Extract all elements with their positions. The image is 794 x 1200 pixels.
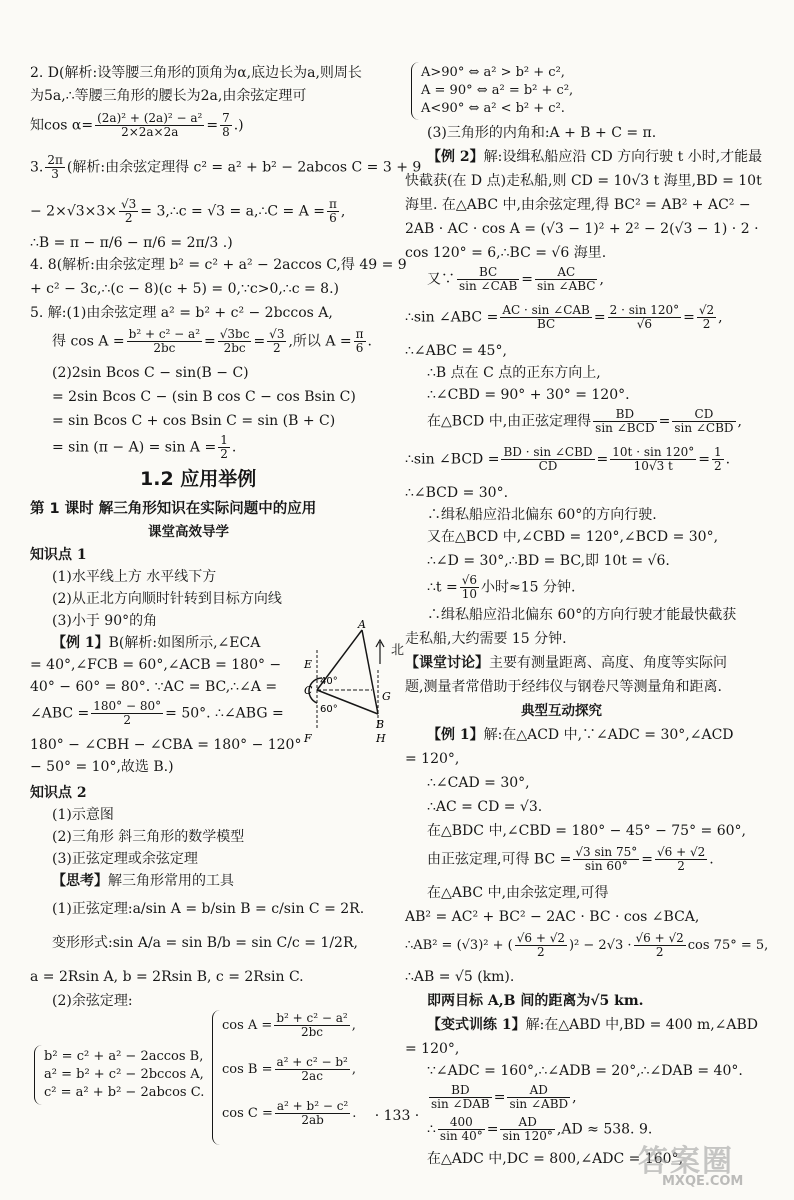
ex1-frac-den: 2 xyxy=(123,713,132,727)
ex1b-frac9a xyxy=(515,932,567,959)
q3-frac2-num: π xyxy=(329,197,337,211)
ex1b-line11: 即两目标 A,B 间的距离为√5 km. xyxy=(427,993,644,1009)
ex2-frac12c xyxy=(712,446,724,473)
q3-frac2-den: 6 xyxy=(329,211,337,225)
q3-frac2 xyxy=(327,198,339,225)
q2-end: .) xyxy=(233,117,244,134)
q5-end2: . xyxy=(231,439,237,456)
q5-end: . xyxy=(367,333,372,350)
q4-line2: + c² − 3c,∴(c − 8)(c + 5) = 0,∵c>0,∴c = 8.) xyxy=(30,281,339,297)
cases-brace xyxy=(411,62,420,120)
ex1b-frac6a-num: √3 sin 75° xyxy=(575,845,638,859)
ex1-frac-num: 180° − 80° xyxy=(93,699,162,713)
ex2-comma11: , xyxy=(737,413,742,430)
q3-frac-den: 2 xyxy=(124,211,133,225)
q3-line1 xyxy=(30,154,421,181)
kp2-item2: (2)三角形 斜三角形的数学模型 xyxy=(52,829,245,845)
cosC-label: cos C = xyxy=(222,1106,273,1121)
var1-line1 xyxy=(405,1016,758,1034)
kp1-title: 知识点 1 xyxy=(30,547,87,563)
q3-line3: ∴B = π − π/6 − π/6 = 2π/3 .) xyxy=(30,235,233,251)
q3-answer-num: 2π xyxy=(47,153,63,167)
lesson-title: 第 1 课时 解三角形知识在实际问题中的应用 xyxy=(30,501,317,517)
var1-text5: ,AD ≈ 538. 9. xyxy=(556,1121,653,1138)
cosC-num: a² + b² − c² xyxy=(276,1099,349,1113)
ex2-line3: 海里. 在△ABC 中,由余弦定理,得 BC² = AB² + AC² − xyxy=(405,197,751,213)
label-F: F xyxy=(304,732,312,745)
ex2-line18: ∴缉私船应沿北偏东 60°的方向行驶才能最快截获 xyxy=(427,607,737,623)
ex2-frac7a xyxy=(500,304,592,331)
ex2-line12: ∴sin ∠BCD = $\frac{\text{BD · sin ∠CBD}}{CD}$ = $\frac{10t \cdot \sin 120^\circ}{10√3 t}$ = $\frac{1}{2}$ . xyxy=(405,445,731,473)
brace-right xyxy=(212,1010,221,1145)
ex2-line6: 又∵ $\frac{BC}{\text{sin ∠CAB}}$ = $\frac{AC}{\text{sin ∠ABC}}$ , xyxy=(427,265,604,293)
ex2-line1 xyxy=(405,148,762,166)
watermark-logo xyxy=(632,1136,782,1194)
label-angle60: 60° xyxy=(320,704,338,715)
line-AB xyxy=(362,630,378,714)
variant-label: 变形形式: xyxy=(52,935,113,951)
ex2-text6: 又∵ xyxy=(427,271,455,288)
ex1-text: ∠ABC = xyxy=(30,705,90,722)
cosA-label: cos A = xyxy=(222,1018,273,1033)
q3-text2: − 2×√3×3× xyxy=(30,203,118,220)
q5-frac4 xyxy=(354,328,366,355)
q3-answer-den: 3 xyxy=(51,167,59,181)
kp2-title: 知识点 2 xyxy=(30,785,87,801)
cosB-label: cos B = xyxy=(222,1062,273,1077)
ex2-line10: ∴∠CBD = 90° + 30° = 120°. xyxy=(427,387,630,403)
q2-line1: 2. D(解析:设等腰三角形的顶角为α,底边长为a,则周长 xyxy=(30,65,362,81)
kp1-example1-line5: 180° − ∠CBH − ∠CBA = 180° − 120° xyxy=(30,737,302,753)
var1-text1: 解:在△ABD 中,BD = 400 m,∠ABD xyxy=(525,1017,759,1033)
sine-law-label: (1)正弦定理: xyxy=(52,901,133,917)
q2-line3 xyxy=(30,112,244,139)
ex2-text12: ∴sin ∠BCD = xyxy=(405,451,500,468)
cosB-den: 2ac xyxy=(301,1069,323,1083)
ex1b-period6: . xyxy=(709,851,714,868)
case-obtuse: A>90° ⇔ a² > b² + c², xyxy=(421,65,565,80)
ex2-frac6b xyxy=(535,266,597,293)
var1-line2: = 120°, xyxy=(405,1041,460,1057)
var1-therefore: ∴ xyxy=(427,1121,436,1138)
q5-line4: = 2sin Bcos C − (sin B cos C − cos Bsin C) xyxy=(52,389,356,405)
watermark-text: 答案圈 xyxy=(638,1144,734,1179)
ex2-frac17-num: √6 xyxy=(461,573,477,587)
ex1b-text9: ∴AB² = (√3)² + ( xyxy=(405,938,513,953)
kp1-example1-line1 xyxy=(30,634,260,652)
subsection-title: 课堂高效导学 xyxy=(148,524,229,540)
discussion-line1 xyxy=(405,654,727,672)
q2-frac-num: (2a)² + (2a)² − a² xyxy=(97,111,203,125)
ex2-frac12b-num: 10t · sin 120° xyxy=(612,445,695,459)
ex2-frac11b-den: sin ∠CBD xyxy=(674,421,734,435)
var1-tag: 【变式训练 1】 xyxy=(427,1017,526,1033)
kp1-example1-line4 xyxy=(30,700,284,727)
case-acute: A<90° ⇔ a² < b² + c². xyxy=(421,101,565,116)
ex2-frac11b xyxy=(672,408,735,435)
ex1b-line1 xyxy=(405,726,734,744)
ex2-frac12c-num: 1 xyxy=(714,445,722,459)
q5-frac2 xyxy=(218,328,252,355)
ex1b-frac6b-den: 2 xyxy=(677,859,685,873)
kp1-example1-line2: = 40°,∠FCB = 60°,∠ACB = 180° − xyxy=(30,657,282,673)
ex1b-text9b: )² − 2√3 · xyxy=(568,938,632,953)
q3-comma: , xyxy=(340,203,346,220)
q4-line1: 4. 8(解析:由余弦定理 b² = c² + a² − 2accos C,得 49 = 9 xyxy=(30,257,407,273)
ex2-comma7: , xyxy=(718,309,723,326)
ex2-frac7b xyxy=(608,304,682,331)
q3-frac-num: √3 xyxy=(121,197,137,211)
ex2-tag: 【例 2】 xyxy=(427,149,484,165)
cosB-num: a² + c² − b² xyxy=(276,1055,348,1069)
watermark-url: MXQE.COM xyxy=(662,1174,744,1189)
label-angle40: 40° xyxy=(320,676,338,687)
cosA-frac xyxy=(274,1012,349,1039)
ex2-frac11a-den: sin ∠BCD xyxy=(595,421,655,435)
ex2-line17 xyxy=(405,574,575,601)
q3-frac xyxy=(119,198,138,225)
kp2-think xyxy=(30,872,234,890)
ex2-frac6a-den: sin ∠CAB xyxy=(459,279,518,293)
q2-frac-den: 2×2a×2a xyxy=(121,125,179,139)
q5-text3: = sin (π − A) = sin A = xyxy=(52,439,217,456)
ex1b-frac9a-num: √6 + √2 xyxy=(516,931,565,945)
ex1-text2: = 50°. ∴∠ABG = xyxy=(165,705,284,722)
q2-eq: = xyxy=(206,117,219,134)
ex1b-line8: AB² = AC² + BC² − 2AC · BC · cos ∠BCA, xyxy=(405,909,700,925)
var1-frac5a-num: 400 xyxy=(438,1116,485,1130)
q5-line2 xyxy=(30,328,372,355)
kp1-example1-line6: − 50° = 10°,故选 B.) xyxy=(30,759,174,775)
label-A: A xyxy=(358,618,366,631)
ex2-frac7c-num: √2 xyxy=(698,303,715,317)
ex1b-line10: ∴AB = √5 (km). xyxy=(405,969,515,985)
q5-frac2-num: √3bc xyxy=(219,327,250,341)
ex2-line11: 在△BCD 中,由正弦定理得 $\frac{BD}{\text{sin ∠BCD}}$ = $\frac{CD}{\text{sin ∠CBD}}$ , xyxy=(427,407,742,435)
ex1b-frac6b xyxy=(655,846,707,873)
ex1b-line2: = 120°, xyxy=(405,751,460,767)
var1-line3: ∵∠ADC = 160°,∴∠ADB = 20°,∴∠DAB = 40°. xyxy=(427,1063,743,1079)
kp1-item1: (1)水平线上方 水平线下方 xyxy=(52,569,217,585)
ex2-frac7b-num: 2 · sin 120° xyxy=(609,303,680,317)
label-B: B xyxy=(376,718,385,731)
label-E: E xyxy=(304,658,313,671)
ex2-frac6a xyxy=(457,266,519,293)
q5-line1: 5. 解:(1)由余弦定理 a² = b² + c² − 2bccos A, xyxy=(30,305,333,321)
ex2-frac6a-num: BC xyxy=(457,266,519,280)
q2-text: 知cos α= xyxy=(30,117,94,134)
ex2-frac12a xyxy=(501,446,594,473)
ex2-line15: 又在△BCD 中,∠CBD = 120°,∠BCD = 30°, xyxy=(427,529,719,545)
ex1-frac xyxy=(91,700,163,727)
brace-left xyxy=(34,1045,43,1105)
var1-frac5a-den: sin 40° xyxy=(439,1129,483,1143)
example-text: B(解析:如图所示,∠ECA xyxy=(108,635,261,651)
ex2-line2: 快截获(在 D 点)走私船,则 CD = 10√3 t 海里,BD = 10t xyxy=(405,173,762,189)
var1-frac4b-num: AD xyxy=(507,1084,570,1098)
q2-frac2-num: 7 xyxy=(222,111,230,125)
q5-line3: (2)2sin Bcos C − sin(B − C) xyxy=(52,365,249,381)
ex2-frac6b-den: sin ∠ABC xyxy=(537,279,596,293)
var1-frac5b-den: sin 120° xyxy=(502,1129,553,1143)
var1-frac4a-num: BD xyxy=(429,1084,492,1098)
var1-frac5b-num: AD xyxy=(500,1116,554,1130)
ex2-period12: . xyxy=(725,451,731,468)
q5-line5: = sin Bcos C + cos Bsin C = sin (B + C) xyxy=(52,413,336,429)
case-right: A = 90° ⇔ a² = b² + c², xyxy=(421,83,574,98)
var1-line6: 在△ADC 中,DC = 800,∠ADC = 160°, xyxy=(427,1151,684,1167)
kp2-variant xyxy=(30,934,358,952)
q3-text1: (解析:由余弦定理得 c² = a² + b² − 2abcos C = 3 + 9 xyxy=(66,159,422,176)
ex2-line16: ∴∠D = 30°,∴BD = BC,即 10t = √6. xyxy=(427,553,670,569)
ex2-text7: ∴sin ∠ABC = xyxy=(405,309,499,326)
sine-law-formula: a/sin A = b/sin B = c/sin C = 2R. xyxy=(132,901,365,917)
q2-fraction xyxy=(95,112,204,139)
ex2-frac11a-num: BD xyxy=(593,408,656,422)
ex2-line9: ∴B 点在 C 点的正东方向上, xyxy=(427,365,601,381)
var1-line4: $\frac{BD}{\text{sin ∠DAB}}$ = $\frac{AD}{\text{sin ∠ABD}}$ , xyxy=(431,1083,577,1111)
angle-sum: (3)三角形的内角和:A + B + C = π. xyxy=(427,125,657,141)
q5-text2: ,所以 A = xyxy=(288,333,352,350)
ex1b-frac9b-num: √6 + √2 xyxy=(635,931,684,945)
cosine-law-2: a² = b² + c² − 2bccos A, xyxy=(44,1067,204,1082)
ex2-frac7c xyxy=(697,304,716,331)
cosB-frac xyxy=(275,1056,350,1083)
kp2-sine-law xyxy=(30,900,364,918)
kp1-item3: (3)小于 90°的角 xyxy=(52,613,158,629)
var1-frac4a xyxy=(429,1084,492,1111)
ex1b-text1: 解:在△ACD 中,∵∠ADC = 30°,∠ACD xyxy=(483,727,734,743)
ex2-frac17-den: 10 xyxy=(461,587,477,601)
kp2-item1: (1)示意图 xyxy=(52,807,114,823)
var1-frac4a-den: sin ∠DAB xyxy=(431,1097,490,1111)
label-C: C xyxy=(304,684,313,697)
q5-line6 xyxy=(30,434,236,461)
ex2-text1: 解:设缉私船应沿 CD 方向行驶 t 小时,才能最 xyxy=(483,149,763,165)
ex1b-frac6a-den: sin 60° xyxy=(584,859,628,873)
ex2-line19: 走私船,大约需要 15 分钟. xyxy=(405,631,567,647)
label-north: 北 xyxy=(391,643,405,658)
q2-frac2-den: 8 xyxy=(222,125,230,139)
cosine-law-3: c² = a² + b² − 2abcos C. xyxy=(44,1085,205,1100)
ex1b-frac6a xyxy=(573,846,639,873)
label-G: G xyxy=(382,690,391,703)
var1-comma4: , xyxy=(572,1089,577,1106)
ex2-frac7c-den: 2 xyxy=(702,317,711,331)
ex2-text11: 在△BCD 中,由正弦定理得 xyxy=(427,413,592,430)
q5-text: 得 cos A = xyxy=(52,333,125,350)
q5-frac5-num: 1 xyxy=(220,433,228,447)
q5-eq2: = xyxy=(253,333,266,350)
cosA-den: 2bc xyxy=(300,1025,324,1039)
ex2-frac7b-den: √6 xyxy=(636,317,653,331)
cosC-formula: cos C = $\frac{\text{a² + b² − c²}}{2ab}$ . xyxy=(222,1099,357,1127)
kp2-variant2: a = 2Rsin A, b = 2Rsin B, c = 2Rsin C. xyxy=(30,969,304,985)
ex2-line14: ∴缉私船应沿北偏东 60°的方向行驶. xyxy=(427,507,657,523)
ex2-frac12c-den: 2 xyxy=(714,459,722,473)
q5-frac1-den: 2bc xyxy=(153,341,176,355)
ex1b-line5: 在△BDC 中,∠CBD = 180° − 45° − 75° = 60°, xyxy=(427,823,746,839)
ex2-line4: 2AB · AC · cos A = (√3 − 1)² + 2² − 2(√3 − 1) · 2 · xyxy=(405,221,759,237)
ex1b-text9c: cos 75° = 5, xyxy=(687,938,769,953)
page-number: · 133 · xyxy=(374,1108,420,1124)
navigation-diagram xyxy=(272,618,391,750)
think-tag: 【思考】 xyxy=(52,873,108,889)
cosA-num: b² + c² − a² xyxy=(276,1011,348,1025)
q5-frac3-num: √3 xyxy=(269,327,285,341)
ex2-line13: ∴∠BCD = 30°. xyxy=(405,485,509,501)
q5-frac1 xyxy=(127,328,202,355)
q5-frac4-den: 6 xyxy=(355,341,364,355)
kp1-example1-line3: 40° − 60° = 80°. ∵AC = BC,∴∠A = xyxy=(30,679,278,695)
ex1b-frac9b xyxy=(634,932,686,959)
q2-fraction2 xyxy=(220,112,232,139)
ex1b-text6: 由正弦定理,可得 BC = xyxy=(427,851,572,868)
ex1b-line7: 在△ABC 中,由余弦定理,可得 xyxy=(427,885,609,901)
kp1-item2: (2)从正北方向顺时针转到目标方向线 xyxy=(52,591,282,607)
ex1b-frac9b-den: 2 xyxy=(655,945,664,959)
label-H: H xyxy=(376,732,386,745)
cosA-formula: cos A = $\frac{\text{b² + c² − a²}}{2bc}$ , xyxy=(222,1011,356,1039)
q3-text3: = 3,∴c = √3 = a,∴C = A = xyxy=(140,203,326,220)
ex2-frac17 xyxy=(460,574,479,601)
think-text: 解三角形常用的工具 xyxy=(108,873,234,889)
ex1b-line3: ∴∠CAD = 30°, xyxy=(427,775,530,791)
ex2-line7: ∴sin ∠ABC = $\frac{\text{AC · sin ∠CAB}}{BC}$ = $\frac{2 \cdot \sin 120^\circ}{√6}$ = $\frac{√2}{2}$ , xyxy=(405,303,723,331)
ex2-frac11b-num: CD xyxy=(672,408,735,422)
q5-frac3 xyxy=(267,328,286,355)
example-tag: 【例 1】 xyxy=(52,635,109,651)
ex2-frac7a-den: BC xyxy=(536,317,556,331)
section-title: 1.2 应用举例 xyxy=(140,468,257,490)
ex1b-frac9a-den: 2 xyxy=(537,945,545,959)
ex1b-line4: ∴AC = CD = √3. xyxy=(427,799,543,815)
ex2-line8: ∴∠ABC = 45°, xyxy=(405,343,507,359)
ex1b-line6: 由正弦定理,可得 BC = $\frac{√3 \sin 75^\circ}{\sin 60^\circ}$ = $\frac{√6 + √2}{2}$ . xyxy=(427,845,714,873)
q5-frac3-den: 2 xyxy=(272,341,281,355)
ex2-line5: cos 120° = 6,∴BC = √6 海里. xyxy=(405,245,607,261)
q5-eq1: = xyxy=(204,333,216,350)
kp2-cosine-title: (2)余弦定理: xyxy=(52,993,133,1009)
cosine-law-1: b² = c² + a² − 2accos B, xyxy=(44,1049,204,1064)
ex2-frac7a-num: AC · sin ∠CAB xyxy=(502,303,590,317)
q3-num: 3. xyxy=(30,159,44,176)
q5-frac2-den: 2bc xyxy=(223,341,246,355)
ex1b-tag: 【例 1】 xyxy=(427,727,484,743)
cosC-den: 2ab xyxy=(301,1113,324,1127)
cosB-formula: cos B = $\frac{\text{a² + c² − b²}}{2ac}$ , xyxy=(222,1055,356,1083)
ex2-frac6b-num: AC xyxy=(535,266,597,280)
ex2-comma6: , xyxy=(599,271,604,288)
ex2-text17: ∴t = xyxy=(427,579,458,596)
discussion-text1: 主要有测量距离、高度、角度等实际问 xyxy=(489,655,727,671)
ex2-frac12b xyxy=(610,446,696,473)
ex2-frac11a xyxy=(593,408,656,435)
q5-frac5-den: 2 xyxy=(220,447,228,461)
q3-line2 xyxy=(30,198,345,225)
q3-answer xyxy=(45,154,65,181)
var1-frac4b xyxy=(507,1084,570,1111)
ex2-text17b: 小时≈15 分钟. xyxy=(481,579,576,596)
ex2-frac12b-den: 10√3 t xyxy=(633,459,673,473)
var1-line5: ∴ $\frac{400}{\sin 40^\circ}$ = $\frac{AD}{\sin 120^\circ}$ ,AD ≈ 538. 9. xyxy=(427,1115,653,1143)
ex2-frac12a-num: BD · sin ∠CBD xyxy=(503,445,593,459)
q5-frac4-num: π xyxy=(355,327,364,341)
q2-line2: 为5a,∴等腰三角形的腰长为2a,由余弦定理可 xyxy=(30,88,307,104)
ex1b-frac6b-num: √6 + √2 xyxy=(656,845,706,859)
var1-frac4b-den: sin ∠ABD xyxy=(509,1097,569,1111)
discussion-tag: 【课堂讨论】 xyxy=(405,655,489,671)
q5-frac1-num: b² + c² − a² xyxy=(128,327,201,341)
subsection-title-2: 典型互动探究 xyxy=(521,703,602,719)
q5-frac5 xyxy=(218,434,230,461)
ex2-frac12a-den: CD xyxy=(538,459,558,473)
variant-formula: sin A/a = sin B/b = sin C/c = 1/2R, xyxy=(112,935,358,951)
discussion-line2: 题,测量者常借助于经纬仪与钢卷尺等测量角和距离. xyxy=(405,679,722,695)
kp2-item3: (3)正弦定理或余弦定理 xyxy=(52,851,198,867)
ex1b-line9 xyxy=(405,932,768,959)
